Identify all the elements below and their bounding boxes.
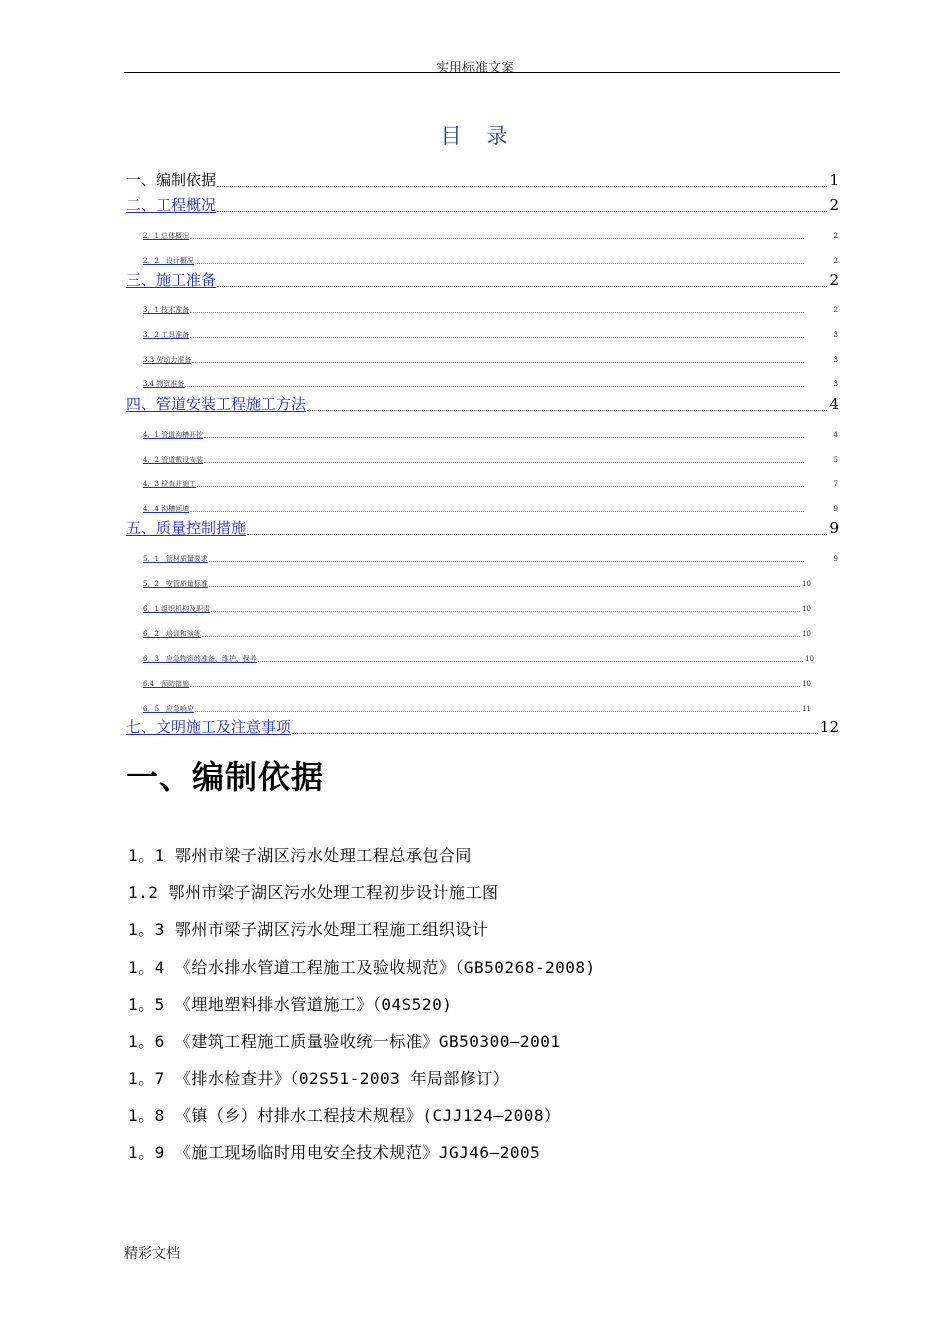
toc-subentry[interactable] — [143, 455, 838, 465]
toc-subentry-label: 6．3 应急物资的准备、维护、保养 — [143, 655, 257, 663]
toc-leader-dots — [209, 560, 804, 562]
toc-leader-dots — [211, 610, 800, 612]
toc-entry-label: 五、质量控制措施 — [126, 519, 247, 537]
list-item: 1。9 《施工现场临时用电安全技术规范》JGJ46—2005 — [128, 1143, 541, 1162]
toc-subentry-page: 3 — [833, 380, 838, 388]
toc-subentry[interactable] — [143, 704, 811, 714]
toc-entry-page: 2 — [829, 196, 839, 214]
toc-leader-dots — [292, 732, 818, 734]
toc-subentry-label: 6．1 组织机构及职责 — [143, 605, 211, 613]
toc-subentry-page: 7 — [833, 480, 838, 488]
toc-subentry-page: 9 — [833, 555, 838, 563]
toc-entry[interactable] — [126, 717, 839, 737]
toc-leader-dots — [190, 336, 803, 338]
header-rule — [124, 72, 840, 73]
toc-leader-dots — [192, 361, 803, 363]
toc-subentry[interactable] — [143, 629, 811, 639]
toc-subentry-label: 3．2 工具准备 — [143, 331, 190, 339]
toc-leader-dots — [209, 585, 800, 587]
toc-leader-dots — [307, 409, 827, 411]
toc-subentry-page: 10 — [802, 630, 811, 638]
toc-subentry-label: 3.3 劳动力准备 — [143, 356, 192, 364]
toc-entry-label: 四、管道安装工程施工方法 — [126, 395, 307, 413]
toc-leader-dots — [190, 510, 803, 512]
toc-entry[interactable] — [126, 195, 839, 215]
toc-subentry-page: 11 — [802, 705, 811, 713]
toc-subentry-label: 2．1 总体概况 — [143, 232, 190, 240]
toc-subentry-page: 2 — [833, 232, 838, 240]
toc-entry-label: 三、施工准备 — [126, 271, 217, 289]
toc-leader-dots — [217, 285, 827, 287]
toc-leader-dots — [195, 262, 804, 264]
toc-leader-dots — [197, 485, 803, 487]
toc-subentry[interactable] — [143, 256, 838, 266]
toc-entry-page: 9 — [829, 519, 839, 537]
toc-subentry-label: 3.4 物资准备 — [143, 380, 185, 388]
toc-subentry[interactable] — [143, 604, 811, 614]
toc-subentry-label: 2．2 设计概况 — [143, 257, 194, 265]
list-item: 1。3 鄂州市梁子湖区污水处理工程施工组织设计 — [128, 920, 489, 939]
toc-entry[interactable] — [126, 394, 839, 414]
toc-subentry-page: 10 — [802, 605, 811, 613]
toc-subentry-page: 10 — [802, 680, 811, 688]
toc-subentry-label: 6．2 培训和演练 — [143, 630, 201, 638]
toc-leader-dots — [204, 436, 803, 438]
toc-entry[interactable] — [126, 270, 839, 290]
section-heading: 一、编制依据 — [126, 758, 325, 796]
toc-leader-dots — [217, 185, 827, 187]
toc-entry[interactable] — [126, 170, 839, 190]
toc-subentry-page: 10 — [802, 580, 811, 588]
list-item: 1。1 鄂州市梁子湖区污水处理工程总承包合同 — [128, 846, 472, 865]
toc-subentry-page: 3 — [833, 331, 838, 339]
toc-subentry-label: 6．5 应急响应 — [143, 705, 194, 713]
toc-subentry-page: 10 — [805, 655, 814, 663]
toc-subentry-page: 4 — [833, 431, 838, 439]
toc-subentry[interactable] — [143, 379, 838, 389]
page-header: 实用标准文案 — [435, 61, 514, 76]
toc-entry-page: 2 — [829, 271, 839, 289]
toc-entry-label: 二、工程概况 — [126, 196, 217, 214]
toc-subentry-label: 5．2 安管质量标准 — [143, 580, 208, 588]
toc-entry-label: 七、文明施工及注意事项 — [126, 718, 292, 736]
toc-subentry-label: 6.4 预防措施 — [143, 680, 190, 688]
list-item: 1。5 《埋地塑料排水管道施工》（04S520) — [128, 995, 453, 1014]
toc-subentry[interactable] — [143, 504, 838, 514]
toc-entry-page: 12 — [819, 718, 839, 736]
toc-subentry[interactable] — [143, 679, 811, 689]
toc-subentry[interactable] — [143, 305, 838, 315]
list-item: 1.2 鄂州市梁子湖区污水处理工程初步设计施工图 — [128, 883, 499, 902]
toc-leader-dots — [217, 210, 827, 212]
toc-subentry-label: 5．1 管材质量要求 — [143, 555, 208, 563]
toc-entry-page: 1 — [829, 171, 839, 189]
toc-subentry[interactable] — [143, 330, 838, 340]
toc-subentry[interactable] — [143, 554, 838, 564]
list-item: 1。4 《给水排水管道工程施工及验收规范》（GB50268-2008) — [128, 958, 596, 977]
toc-leader-dots — [190, 311, 803, 313]
toc-subentry-label: 3．1 技术准备 — [143, 306, 190, 314]
toc-subentry-page: 3 — [833, 356, 838, 364]
toc-subentry[interactable] — [143, 654, 814, 664]
toc-entry-page: 4 — [829, 395, 839, 413]
list-item: 1。8 《镇（乡）村排水工程技术规程》(CJJ124—2008） — [128, 1106, 561, 1125]
toc-entry-label: 一、编制依据 — [126, 171, 217, 189]
toc-subentry-page: 5 — [833, 456, 838, 464]
toc-subentry[interactable] — [143, 579, 811, 589]
toc-subentry[interactable] — [143, 231, 838, 241]
list-item: 1。6 《建筑工程施工质量验收统一标准》GB50300—2001 — [128, 1032, 561, 1051]
list-item: 1。7 《排水检查井》（02S51-2003 年局部修订） — [128, 1069, 510, 1088]
toc-leader-dots — [202, 635, 800, 637]
toc-subentry[interactable] — [143, 355, 838, 365]
toc-leader-dots — [195, 710, 800, 712]
toc-subentry-page: 2 — [833, 306, 838, 314]
page-footer: 精彩文档 — [124, 1246, 180, 1262]
toc-subentry-label: 4．3 检查井施工 — [143, 480, 197, 488]
toc-subentry-label: 4．2 管道敷设安装 — [143, 456, 204, 464]
toc-subentry[interactable] — [143, 479, 838, 489]
toc-leader-dots — [190, 685, 800, 687]
toc-leader-dots — [258, 660, 803, 662]
toc-subentry-label: 4．1 管道沟槽开挖 — [143, 431, 204, 439]
toc-title: 目 录 — [440, 124, 510, 148]
toc-entry[interactable] — [126, 518, 839, 538]
toc-leader-dots — [247, 533, 827, 535]
toc-subentry-page: 9 — [833, 505, 838, 513]
toc-leader-dots — [190, 237, 803, 239]
toc-leader-dots — [204, 461, 803, 463]
toc-subentry-page: 2 — [833, 257, 838, 265]
toc-leader-dots — [185, 385, 803, 387]
toc-subentry-label: 4．4 沟槽回填 — [143, 505, 190, 513]
toc-subentry[interactable] — [143, 430, 838, 440]
